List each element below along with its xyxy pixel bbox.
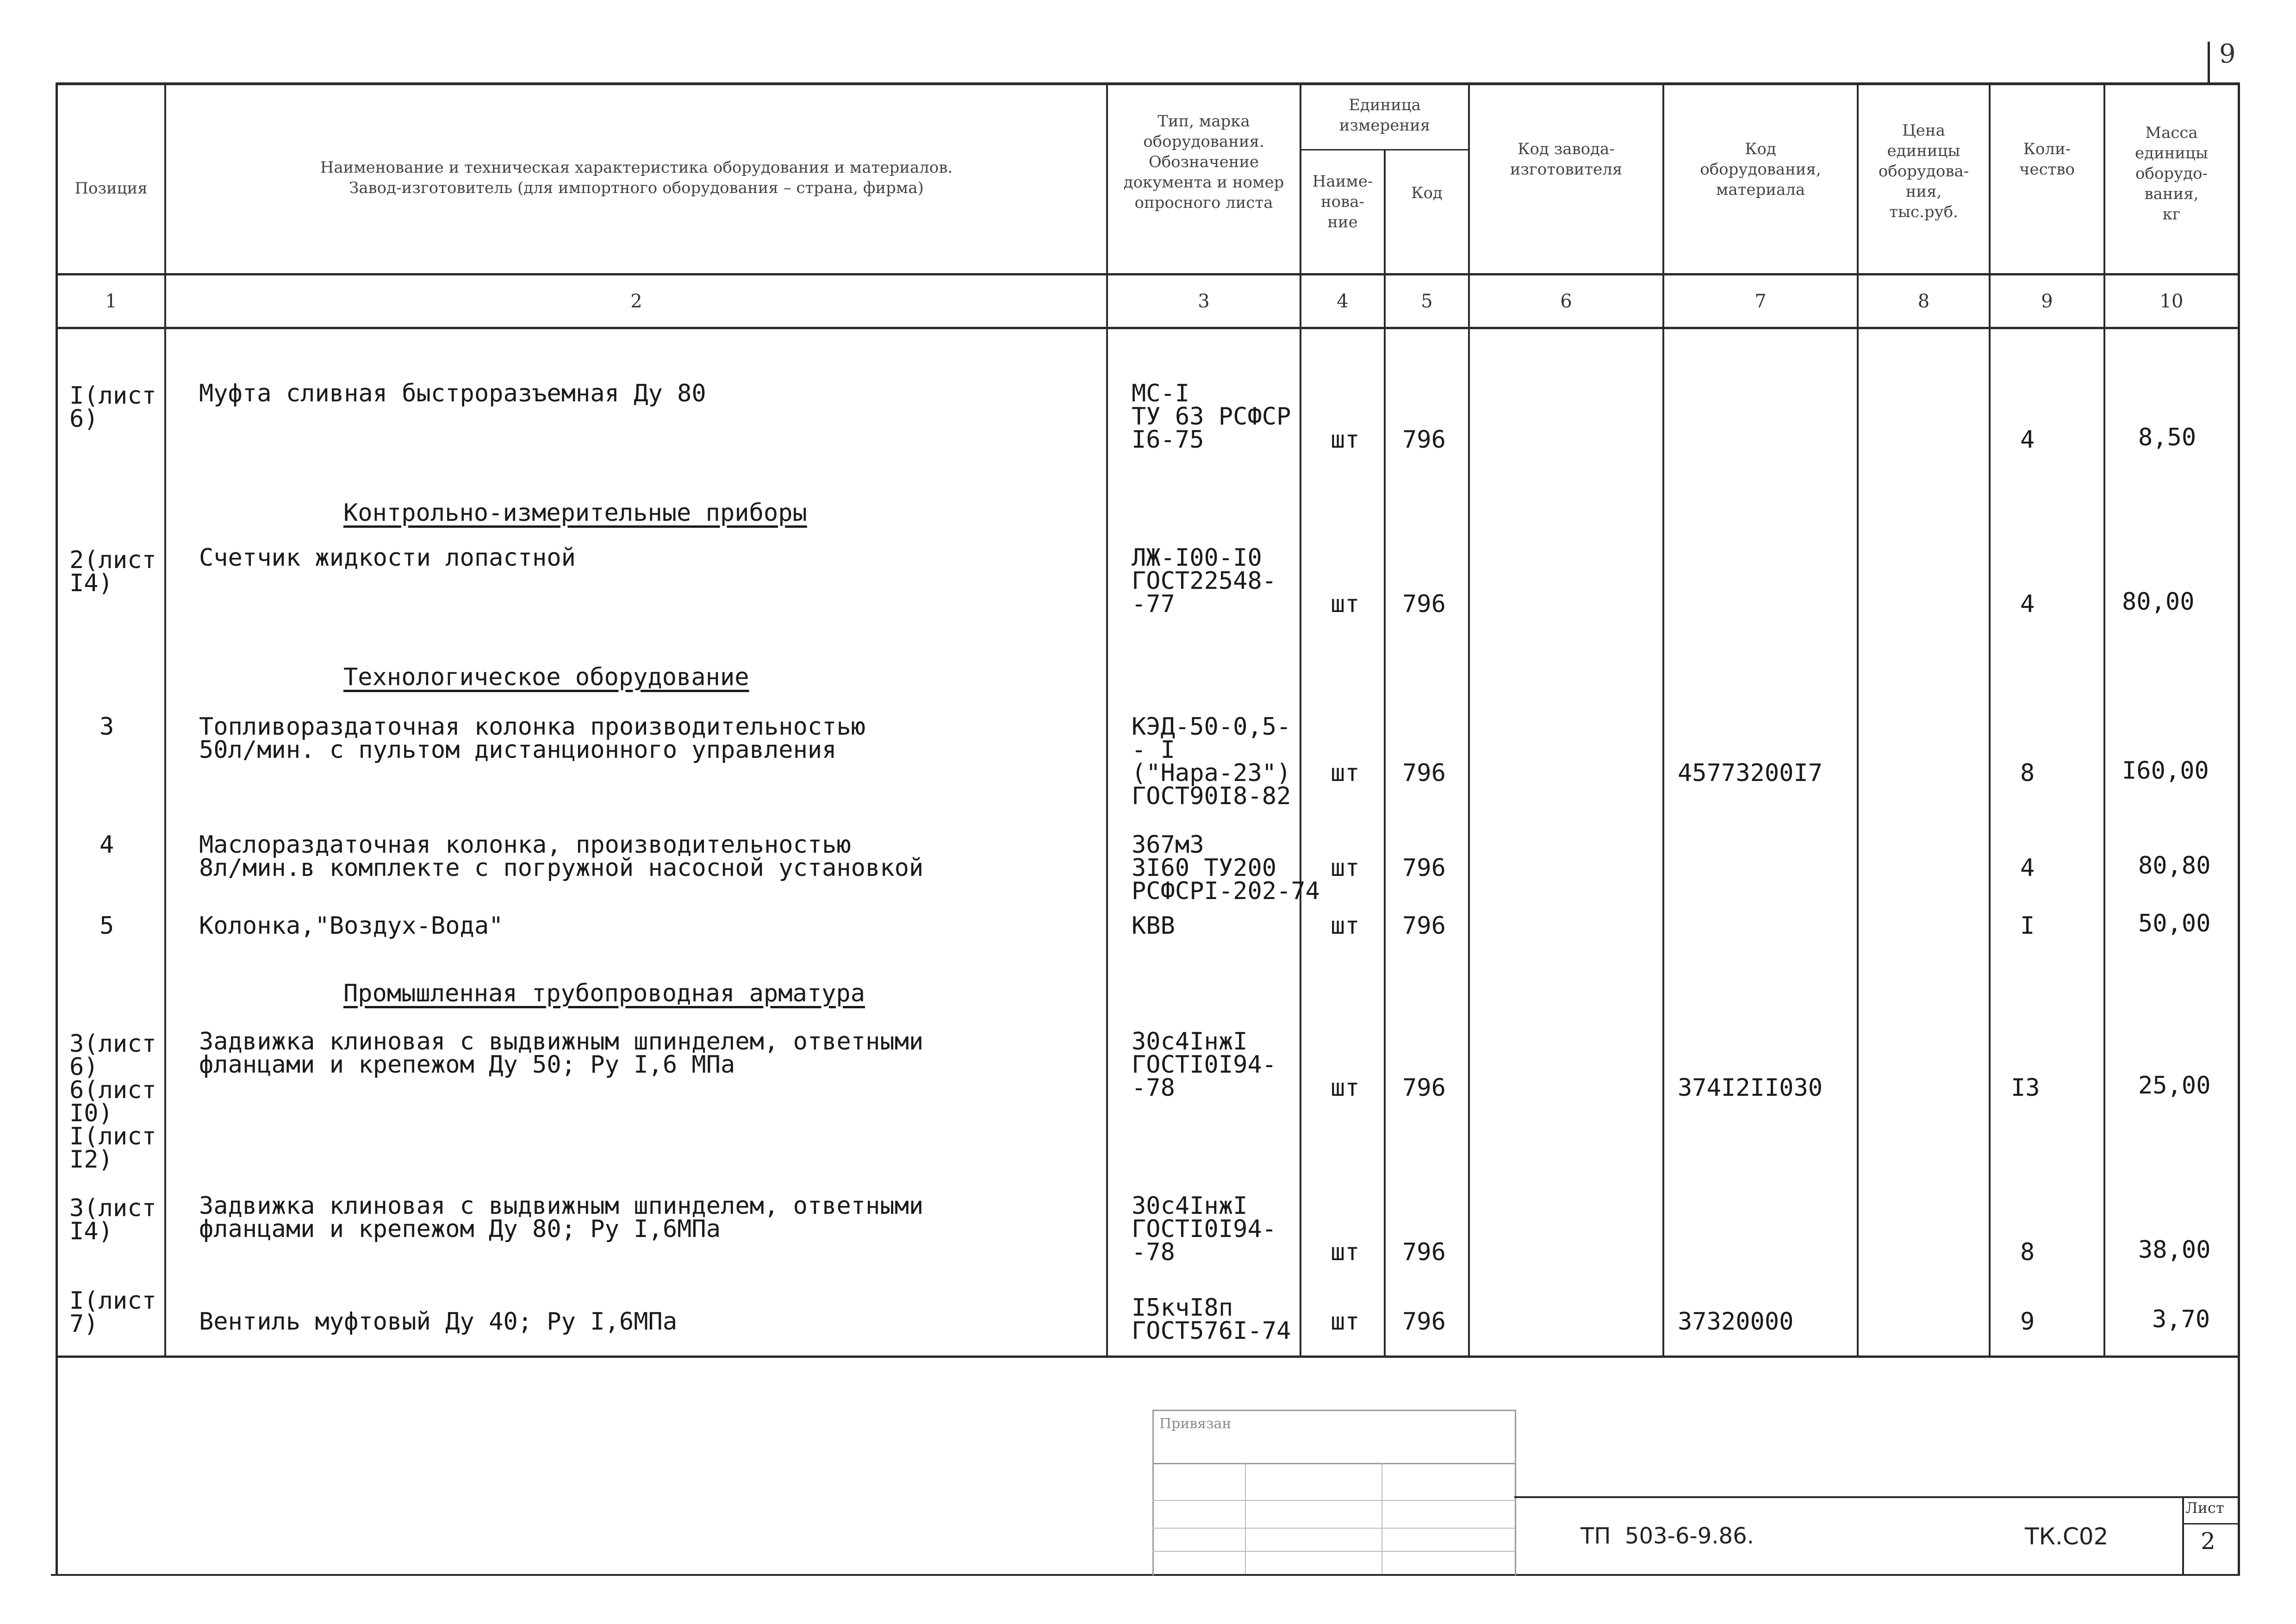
row-type: КЭД-50-0,5- - I ("Нара-23") ГОСТ90I8-82 — [1132, 713, 1291, 810]
row-mass: I60,00 — [2122, 757, 2209, 785]
col-divider-3 — [1300, 82, 1301, 1356]
header-mass: Масса единицы оборудо- вания, кг — [2135, 124, 2208, 224]
row-mass: 38,00 — [2138, 1236, 2211, 1264]
row-position: 2(лист I4) — [69, 546, 156, 597]
col-divider-5 — [1468, 82, 1470, 1356]
row-unit: шт — [1331, 590, 1360, 618]
header-unit-name: Наиме- нова- ние — [1312, 172, 1373, 231]
col-num-7: 7 — [1755, 291, 1767, 312]
header-quantity: Коли- чество — [2019, 140, 2075, 179]
col-num-10: 10 — [2159, 291, 2184, 312]
col-divider-6 — [1662, 82, 1664, 1356]
row-unit: шт — [1331, 1074, 1360, 1102]
header-price: Цена единицы оборудова- ния, тыс.руб. — [1878, 121, 1969, 221]
row-mass: 25,00 — [2138, 1072, 2211, 1099]
row-position: 4 — [100, 831, 114, 859]
col-num-6: 6 — [1560, 291, 1572, 312]
approval-stamp-label: Привязан — [1159, 1416, 1232, 1432]
row-name: Вентиль муфтовый Ду 40; Ру I,6МПа — [199, 1308, 678, 1336]
col-divider-2 — [1106, 82, 1108, 1356]
row-position: 3 — [100, 713, 114, 741]
row-mass: 80,80 — [2138, 852, 2211, 880]
col-num-8: 8 — [1917, 291, 1930, 312]
row-quantity: I — [2020, 912, 2035, 940]
col-num-4: 4 — [1337, 291, 1349, 312]
page-number: 9 — [2219, 39, 2236, 69]
row-unit: шт — [1331, 912, 1360, 940]
row-quantity: 8 — [2020, 759, 2035, 787]
row-position: 3(лист 6) 6(лист I0) I(лист I2) — [69, 1030, 156, 1174]
row-unit-code: 796 — [1402, 1238, 1446, 1266]
row-type: 30с4IнжI ГОСТI0I94- -78 — [1132, 1192, 1277, 1266]
header-name: Наименование и техническая характеристика оборудования и материалов. Завод-изготовитель (для импортного оборудования – страна, фирма) — [320, 158, 953, 197]
document-code: ТК.С02 — [2025, 1523, 2109, 1550]
row-name: Колонка,"Воздух-Вода" — [199, 912, 504, 940]
col-divider-8 — [1989, 82, 1991, 1356]
number-row-bottom-border — [56, 327, 2240, 329]
title-block-sheet-divider — [2182, 1523, 2239, 1524]
table-right-border — [2238, 82, 2240, 1575]
stamp-line — [1152, 1500, 1515, 1501]
row-position: 3(лист I4) — [69, 1194, 156, 1245]
row-position: I(лист 7) — [69, 1287, 156, 1338]
row-type: КВВ — [1132, 912, 1175, 940]
sheet-value: 2 — [2201, 1528, 2215, 1555]
row-name: Топливораздаточная колонка производительностью 50л/мин. с пультом дистанционного управления — [199, 713, 866, 764]
col-divider-1 — [164, 82, 166, 1356]
row-mass: 3,70 — [2152, 1305, 2210, 1333]
row-name: Задвижка клиновая с выдвижным шпинделем, ответными фланцами и крепежом Ду 80; Ру I,6МПа — [199, 1192, 924, 1243]
row-position: I(лист 6) — [69, 382, 156, 433]
row-quantity: 4 — [2020, 590, 2035, 618]
row-type: 367м3 3I60 ТУ200 РСФСРI-202-74 — [1132, 831, 1320, 905]
stamp-line — [1152, 1528, 1515, 1529]
row-equipment-code: 37320000 — [1678, 1308, 1794, 1336]
stamp-line — [1152, 1463, 1515, 1464]
col-num-2: 2 — [630, 291, 642, 312]
sheet-label: Лист — [2185, 1499, 2224, 1517]
row-name: Задвижка клиновая с выдвижным шпинделем, ответными фланцами и крепежом Ду 50; Ру I,6 МПа — [199, 1028, 924, 1079]
header-bottom-border — [56, 273, 2240, 275]
col-divider-9 — [2103, 82, 2105, 1356]
row-unit: шт — [1331, 1238, 1360, 1266]
stamp-line — [1152, 1551, 1515, 1552]
page-number-mark — [2208, 42, 2210, 83]
row-type: 30с4IнжI ГОСТI0I94- -78 — [1132, 1028, 1277, 1102]
row-type: МС-I ТУ 63 РСФСР I6-75 — [1132, 380, 1291, 454]
header-type: Тип, марка оборудования. Обозначение документа и номер опросного листа — [1123, 112, 1284, 212]
row-unit-code: 796 — [1402, 912, 1446, 940]
section-heading: Технологическое оборудование — [343, 663, 749, 691]
row-mass: 50,00 — [2138, 910, 2211, 937]
body-bottom-border — [56, 1355, 2240, 1358]
col-num-3: 3 — [1198, 291, 1210, 312]
unit-group-divider — [1300, 149, 1469, 150]
row-quantity: 4 — [2020, 854, 2035, 882]
row-type: ЛЖ-I00-I0 ГОСТ22548- -77 — [1132, 544, 1277, 618]
col-num-5: 5 — [1421, 291, 1433, 312]
col-num-9: 9 — [2041, 291, 2053, 312]
row-mass: 80,00 — [2122, 588, 2195, 616]
row-unit-code: 796 — [1402, 1074, 1446, 1102]
row-unit-code: 796 — [1402, 590, 1446, 618]
header-unit-group: Единица измерения — [1339, 96, 1431, 135]
row-unit: шт — [1331, 426, 1360, 454]
row-quantity: 4 — [2020, 426, 2035, 454]
row-unit-code: 796 — [1402, 854, 1446, 882]
col-divider-7 — [1857, 82, 1859, 1356]
section-heading: Промышленная трубопроводная арматура — [343, 980, 865, 1007]
row-position: 5 — [100, 912, 114, 940]
row-unit-code: 796 — [1402, 1308, 1446, 1336]
col-divider-4 — [1384, 150, 1386, 1356]
stamp-line — [1381, 1463, 1382, 1574]
header-equipment-code: Код оборудования, материала — [1700, 140, 1821, 199]
title-block-top — [1514, 1496, 2239, 1498]
row-unit: шт — [1331, 854, 1360, 882]
row-equipment-code: 45773200I7 — [1678, 759, 1823, 787]
section-heading: Контрольно-измерительные приборы — [343, 499, 807, 527]
table-top-border — [56, 82, 2240, 85]
row-equipment-code: 374I2II030 — [1678, 1074, 1823, 1102]
row-quantity: 9 — [2020, 1308, 2035, 1336]
table-bottom-border — [51, 1574, 2240, 1576]
row-quantity: I3 — [2011, 1074, 2040, 1102]
row-name: Муфта сливная быстроразъемная Ду 80 — [199, 380, 706, 407]
row-unit: шт — [1331, 1308, 1360, 1336]
project-number: ТП 503-6-9.86. — [1580, 1523, 1754, 1549]
header-position: Позиция — [75, 179, 148, 198]
row-name: Счетчик жидкости лопастной — [199, 544, 576, 572]
header-factory-code: Код завода- изготовителя — [1510, 140, 1623, 179]
title-block-sheet-divider — [2182, 1496, 2184, 1575]
row-type: I5кчI8п ГОСТ576I-74 — [1132, 1294, 1291, 1345]
row-name: Маслораздаточная колонка, производительностью 8л/мин.в комплекте с погружной насосной установкой — [199, 831, 924, 882]
row-unit: шт — [1331, 759, 1360, 787]
row-quantity: 8 — [2020, 1238, 2035, 1266]
col-num-1: 1 — [105, 291, 117, 312]
stamp-line — [1245, 1463, 1246, 1574]
row-unit-code: 796 — [1402, 759, 1446, 787]
row-mass: 8,50 — [2138, 424, 2196, 451]
row-unit-code: 796 — [1402, 426, 1446, 454]
header-unit-code: Код — [1411, 184, 1443, 202]
